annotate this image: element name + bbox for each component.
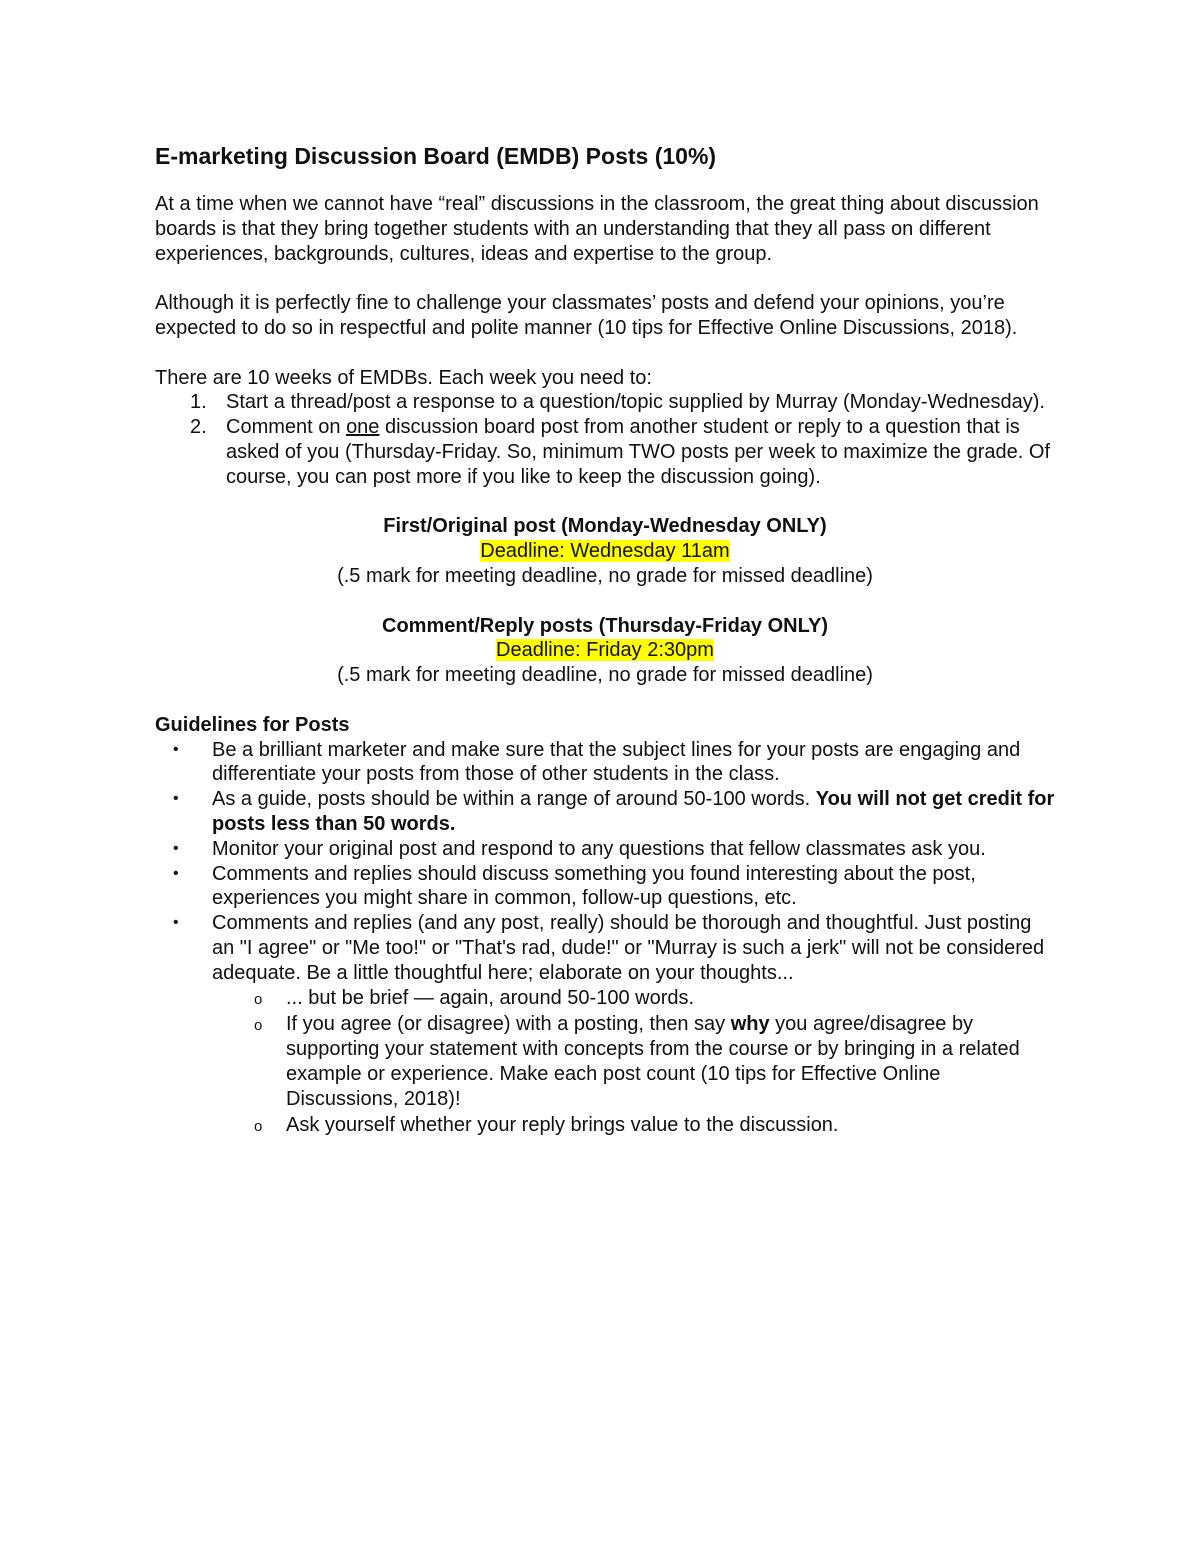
bullet-icon: • [173, 740, 179, 758]
document-title: E-marketing Discussion Board (EMDB) Posts (10%) [155, 143, 717, 169]
bullet-icon: • [173, 914, 179, 932]
list-item [155, 738, 1055, 788]
respect-paragraph: Although it is perfectly fine to challenge your classmates’ posts and defend your opinions, you’re expected to do so in respectful and polite manner (10 tips for Effective Online Discussions, 2018). [155, 292, 1018, 339]
first-post-block [155, 514, 1055, 588]
circle-bullet-icon: o [254, 1017, 263, 1035]
comment-post-deadline: Deadline: Friday 2:30pm [496, 639, 714, 662]
bullet-icon: • [173, 790, 179, 808]
list-item [155, 787, 1055, 837]
list-item [155, 911, 1055, 985]
step-text-post: discussion board post from another student or reply to a question that is asked of you (Thursday-Friday. So, minimum TWO posts per week to maximize the grade. Of course, you can post more if you like to keep the discussion going). [226, 416, 1050, 488]
list-number: 1. [190, 391, 207, 414]
list-item [155, 1012, 1055, 1111]
first-post-heading: First/Original post (Monday-Wednesday ONLY) [383, 515, 827, 538]
list-item [155, 1113, 1055, 1138]
list-number: 2. [190, 416, 207, 439]
guideline-bold-text: You will not get credit for posts less than 50 words. [212, 788, 1055, 835]
list-item [155, 986, 1055, 1011]
list-item [155, 862, 1055, 912]
sub-guideline-text: Ask yourself whether your reply brings value to the discussion. [286, 1114, 839, 1137]
list-item [155, 837, 1055, 862]
steps-list [155, 390, 1055, 489]
guidelines-list [155, 738, 1055, 986]
step-text-pre: Comment on [226, 416, 347, 439]
comment-post-note: (.5 mark for meeting deadline, no grade for missed deadline) [337, 664, 873, 687]
circle-bullet-icon: o [254, 990, 263, 1008]
guideline-text: Comments and replies should discuss something you found interesting about the post, experiences you might share in common, follow-up questions, etc. [212, 862, 976, 910]
sub-guideline-pre: If you agree (or disagree) with a posting, then say [286, 1013, 731, 1036]
first-post-note: (.5 mark for meeting deadline, no grade for missed deadline) [337, 564, 873, 587]
intro-paragraph: At a time when we cannot have “real” discussions in the classroom, the great thing about discussion boards is that they bring together students with an understanding that they all pass on different experiences, backgrounds, cultures, ideas and expertise to the group. [155, 193, 1039, 265]
circle-bullet-icon: o [254, 1118, 263, 1136]
guideline-text: Comments and replies (and any post, really) should be thorough and thoughtful. Just posting an "I agree" or "Me too!" or "That's rad, dude!" or "Murray is such a jerk" will not be considered adequate. Be a little thoughtful here; elaborate on your thoughts... [212, 912, 1045, 984]
list-item [155, 415, 1055, 489]
guidelines-sublist [155, 986, 1055, 1139]
sub-guideline-post: you agree/disagree by supporting your statement with concepts from the course or by bringing in a related example or experience. Make each post count (10 tips for Effective Online Discussions, 2018)! [286, 1013, 1020, 1110]
step-text-underlined: one [346, 416, 380, 439]
bullet-icon: • [173, 864, 179, 882]
sub-guideline-text: ... but be brief — again, around 50-100 words. [286, 986, 695, 1009]
guidelines-heading: Guidelines for Posts [155, 713, 350, 736]
guideline-text: Monitor your original post and respond to any questions that fellow classmates ask you. [212, 837, 986, 860]
step-text: Start a thread/post a response to a question/topic supplied by Murray (Monday-Wednesday). [226, 391, 1045, 414]
document-page [155, 140, 1055, 1140]
first-post-deadline: Deadline: Wednesday 11am [480, 540, 730, 563]
guideline-text: As a guide, posts should be within a range of around 50-100 words. [212, 788, 816, 811]
sub-guideline-bold: why [730, 1013, 770, 1036]
list-item [155, 390, 1055, 415]
weeks-intro: There are 10 weeks of EMDBs. Each week you need to: [155, 366, 652, 389]
comment-post-heading: Comment/Reply posts (Thursday-Friday ONLY) [382, 614, 828, 637]
comment-post-block [155, 614, 1055, 688]
bullet-icon: • [173, 839, 179, 857]
guideline-text: Be a brilliant marketer and make sure that the subject lines for your posts are engaging and differentiate your posts from those of other students in the class. [212, 738, 1021, 786]
